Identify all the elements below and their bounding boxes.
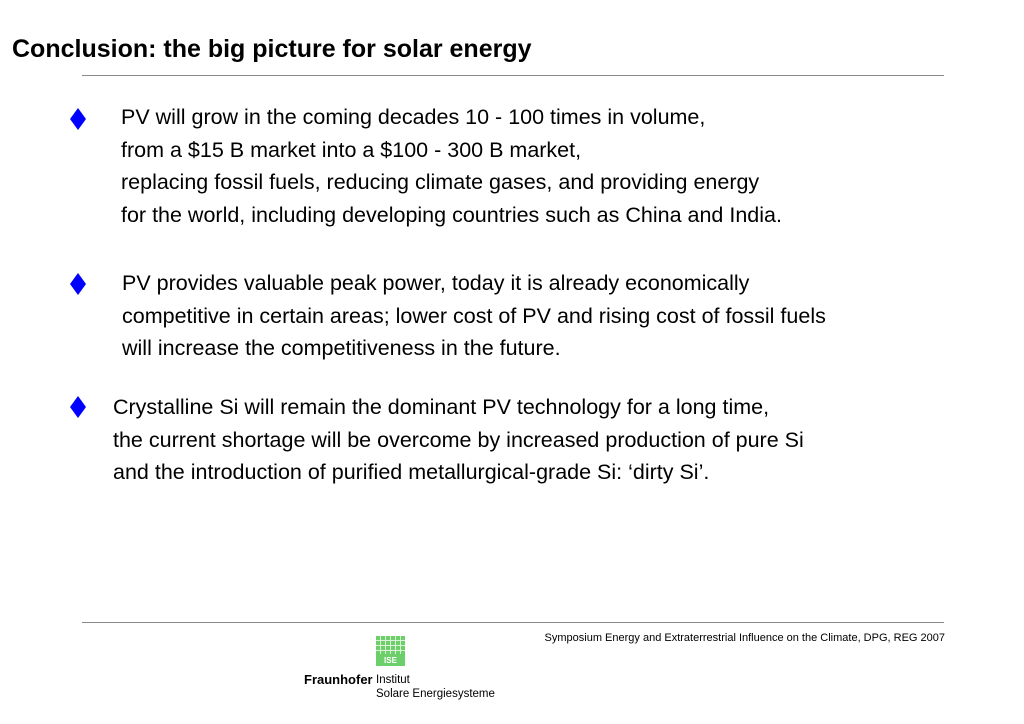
logo-mark-text: ISE [384,656,397,665]
logo-institute-line: Solare Energiesysteme [376,688,495,700]
page-title: Conclusion: the big picture for solar energy [12,35,532,63]
bullet-line: and the introduction of purified metallurgical-grade Si: ‘dirty Si’. [113,460,710,484]
bullet-line: the current shortage will be overcome by increased production of pure Si [113,427,804,452]
bullet-item [113,391,804,489]
bullet-line: from a $15 B market into a $100 - 300 B market, [121,137,582,162]
footer-text: Symposium Energy and Extraterrestrial Influence on the Climate, DPG, REG 2007 [544,632,945,644]
title-divider [82,75,944,76]
diamond-bullet-icon [68,272,88,296]
logo-institute [376,673,495,701]
bullet-line: Crystalline Si will remain the dominant PV technology for a long time, [113,395,770,419]
diamond-bullet-icon [68,107,88,131]
fraunhofer-ise-logo-icon [376,636,405,666]
bullet-line: replacing fossil fuels, reducing climate gases, and providing energy [121,170,760,194]
footer-divider [82,622,944,623]
logo-institute-line: Institut [376,674,410,686]
diamond-bullet-icon [68,395,88,419]
bullet-item [121,101,782,231]
bullet-line: PV will grow in the coming decades 10 - 100 times in volume, [121,105,706,129]
bullet-line: competitive in certain areas; lower cost of PV and rising cost of fossil fuels [122,303,826,328]
bullet-line: will increase the competitiveness in the future. [122,336,561,360]
logo-name: Fraunhofer [304,672,373,687]
bullet-item [122,267,826,365]
bullet-line: PV provides valuable peak power, today it is already economically [122,271,750,295]
bullet-line: for the world, including developing countries such as China and India. [121,202,782,227]
